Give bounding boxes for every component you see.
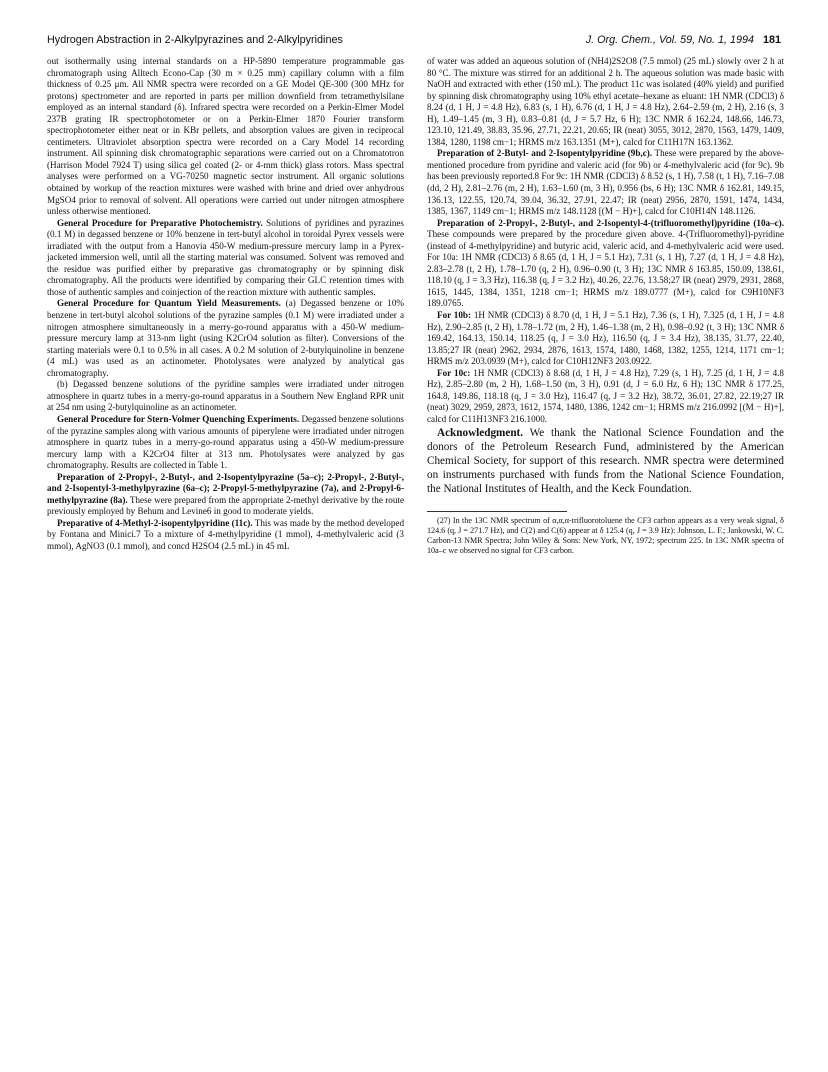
paragraph	[47, 298, 404, 379]
paragraph-text: These were prepared from the appropriate 2-methyl derivative by the route previously employed by Behum and Levine6 in good to moderate yields.	[47, 494, 404, 517]
section-heading: Preparation of 2-Propyl-, 2-Butyl-, and 2-Isopentyl-4-(trifluoromethyl)pyridine (10a–c).	[437, 217, 784, 228]
section-heading: General Procedure for Preparative Photochemistry.	[57, 217, 263, 228]
paragraph-text: (a) Degassed benzene or 10% benzene in tert-butyl alcohol solutions of the pyrazine samples (0.1 M) were irradiated under a nitrogen atmosphere simultaneously in a merry-go-round apparatus with a 450-W medium-pressure mercury lamp at 313-nm light (using K2CrO4 solution as filter). Conversions of the starting materials were 0.1 to 0.5% in all cases. A 0.2 M solution of 2-butylquinoline in benzene (4 mL) was used as an actinometer. Photolysates were analyzed by analytical gas chromatography.	[47, 298, 404, 378]
running-header	[47, 34, 781, 50]
acknowledgment-text: We thank the National Science Foundation and the donors of the Petroleum Research Fund, administered by the American Chemical Society, for support of this research. NMR spectra were determined on instruments purchased with funds from the National Science Foundation, the National Institutes of Health, and the Keck Foundation.	[427, 426, 784, 496]
section-heading: For 10c:	[437, 367, 471, 378]
paragraph	[427, 218, 784, 310]
paragraph-text: 1H NMR (CDCl3) δ 8.70 (d, 1 H, J = 5.1 Hz), 7.36 (s, 1 H), 7.325 (d, 1 H, J = 4.8 Hz), 2.90–2.85 (t, 2 H), 1.78–1.72 (m, 2 H), 1.46–1.38 (m, 2 H), 0.98–0.92 (t, 3 H); 13C NMR δ 169.42, 164.13, 150.14, 118.25 (q, J = 3.0 Hz), 116.50 (q, J = 3.4 Hz), 38.135, 31.77, 22.40, 13.85;27 IR (neat) 2962, 2934, 2876, 1613, 1574, 1480, 1468, 1382, 1255, 1214, 1171 cm−1; HRMS m/z 203.0939 (M+), calcd for C10H12NF3 203.0922.	[427, 310, 785, 367]
journal-citation	[586, 34, 781, 46]
paragraph	[47, 218, 404, 299]
paragraph-text: These were prepared by the above-mentioned procedure from pyridine and valeric acid (for 9b) or 4-methylvaleric acid (for 9c). 9b has been previously reported.8 For 9c: 1H NMR (CDCl3) δ 8.52 (s, 1 H), 7.58 (t, 1 H), 7.16–7.08 (dd, 2 H), 2.81–2.76 (m, 2 H), 1.63–1.60 (m, 3 H), 0.956 (bs, 6 H); 13C NMR δ 162.81, 149.15, 136.13, 122.55, 120.74, 39.04, 36.32, 27.91, 22.47; IR (neat) 2956, 2870, 1591, 1474, 1434, 1385, 1367, 1149 cm−1; HRMS m/z 148.1128 [(M − H)+], calcd for C10H14N 148.1126.	[427, 148, 784, 217]
paragraph-text: Solutions of pyridines and pyrazines (0.1 M) in degassed benzene or 10% benzene in tert-butyl alcohol in toroidal Pyrex vessels were irradiated with the output from a Hanovia 450-W medium-pressure mercury lamp in a Pyrex-jacketed immersion well, until all the starting material was consumed. Solvent was removed and the residue was purified either by preparative gas chromatography or by spinning disk chromatography. All the products were identified by comparing their GLC retention times with those of authentic samples and coinjection of the reaction mixture with authentic samples.	[47, 217, 404, 297]
paragraph: out isothermally using internal standards on a HP-5890 temperature programmable gas chromatograph using Alltech Econo-Cap (30 m × 0.25 mm) capillary column with a film thickness of 0.25 μm. All NMR spectra were recorded on a GE Model QE-300 (300 MHz for protons) spectrometer and are reported in parts per million downfield from tetramethylsilane employed as an internal standard (δ). Infrared spectra were recorded on a Perkin-Elmer Model 237B grating IR spectrophotometer or on a Perkin-Elmer 1870 Fourier transform spectrophotometer either neat or in KBr pellets, and absorption values are given in reciprocal centimeters. Ultraviolet absorption spectra were recorded on a Cary Model 14 recording instrument. All spinning disk chromatographic separations were carried out on a Chromatotron (Harrison Model 7924 T) using silica gel coated (2- or 4-mm thick) glass rotors. Mass spectral analyses were performed on a VG-70250 magnetic sector instrument. All organic solutions obtained by workup of the reaction mixtures were washed with brine and dried over anhydrous MgSO4 prior to removal of solvent. All operations were carried out under nitrogen atmosphere unless otherwise mentioned.	[47, 56, 404, 217]
acknowledgment-heading: Acknowledgment.	[437, 426, 524, 439]
paragraph-text: Degassed benzene solutions of the pyrazine samples along with various amounts of piperylene were irradiated under nitrogen atmosphere in quartz tubes in a merry-go-round apparatus using a 450-W medium-pressure mercury lamp with a K2CrO4 filter at 313 nm. Photolysates were analyzed by gas chromatography. Results are collected in Table 1.	[47, 413, 404, 471]
paragraph	[427, 368, 784, 426]
footnote-divider	[427, 511, 567, 512]
paragraph	[47, 518, 404, 553]
paragraph	[47, 472, 404, 518]
page-number: 181	[762, 34, 781, 46]
section-heading: Preparation of 2-Butyl- and 2-Isopentylpyridine (9b,c).	[437, 148, 653, 159]
paragraph	[427, 310, 784, 368]
running-title: Hydrogen Abstraction in 2-Alkylpyrazines and 2-Alkylpyridines	[47, 34, 343, 46]
section-heading: General Procedure for Stern-Volmer Quenching Experiments.	[57, 413, 300, 424]
section-heading: General Procedure for Quantum Yield Measurements.	[57, 298, 281, 309]
acknowledgment	[427, 426, 784, 497]
footnote: (27) In the 13C NMR spectrum of α,α,α-trifluorotoluene the CF3 carbon appears as a very weak signal, δ 124.6 (q, J = 271.7 Hz), and C(2) and C(6) appear at δ 125.4 (q, J = 3.9 Hz): Johnson, L. F.; Jankowski, W. C. Carbon-13 NMR Spectra; John Wiley & Sons: New York, NY, 1972; spectrum 225. In 13C NMR spectra of 10a–c we observed no signal for CF3 carbon.	[427, 515, 784, 555]
paragraph-text: These compounds were prepared by the procedure given above. 4-(Trifluoromethyl)-pyridine (instead of 4-methylpyridine) and butyric acid, valeric acid, and 4-methylvaleric acid were used. For 10a: 1H NMR (CDCl3) δ 8.65 (d, 1 H, J = 5.1 Hz), 7.31 (s, 1 H), 7.27 (d, 1 H, J = 4.8 Hz), 2.83–2.78 (t, 2 H), 1.78–1.70 (q, 2 H), 0.96–0.90 (t, 3 H); 13C NMR δ 163.85, 150.09, 138.61, 118.10 (q, J = 3.3 Hz), 116.38 (q, J = 3.2 Hz), 40.26, 22.76, 13.58;27 IR (neat) 2979, 2931, 2868, 1615, 1445, 1384, 1351, 1218 cm−1; HRMS m/z 189.0777 (M+), calcd for C9H10NF3 189.0765.	[427, 229, 784, 309]
section-heading: For 10b:	[437, 310, 472, 321]
section-heading: Preparative of 4-Methyl-2-isopentylpyridine (11c).	[57, 517, 253, 528]
paragraph-text: 1H NMR (CDCl3) δ 8.68 (d, 1 H, J = 4.8 Hz), 7.29 (s, 1 H), 7.25 (d, 1 H, J = 4.8 Hz), 2.85–2.80 (m, 2 H), 1.68–1.50 (m, 3 H), 0.91 (d, J = 6.0 Hz, 6 H); 13C NMR δ 177.25, 164.8, 149.86, 118.18 (q, J = 3.0 Hz), 116.47 (q, J = 3.2 Hz), 38.72, 36.01, 27.82, 22.19;27 IR (neat) 3029, 2959, 2873, 1612, 1574, 1480, 1386, 1242 cm−1; HRMS m/z 216.0992 [(M − H)+], calcd for C11H13NF3 216.1000.	[427, 367, 784, 424]
paragraph: (b) Degassed benzene solutions of the pyridine samples were irradiated under nitrogen atmosphere in quartz tubes in a merry-go-round apparatus in a Southern New England RPR unit at 254 nm using 2-butylquinoline as an actinometer.	[47, 379, 404, 413]
paragraph: of water was added an aqueous solution of (NH4)2S2O8 (7.5 mmol) (25 mL) slowly over 2 h at 80 °C. The mixture was stirred for an additional 2 h. The aqueous solution was made basic with NaOH and extracted with ether (150 mL). The product 11c was isolated (40% yield) and purified by spinning disk chromatography using 10% ethyl acetate–hexane as eluant: 1H NMR (CDCl3) δ 8.24 (d, 1 H, J = 4.8 Hz), 6.83 (s, 1 H), 6.76 (d, 1 H, J = 4.8 Hz), 2.64–2.59 (m, 2 H), 2.16 (s, 3 H), 1.49–1.45 (m, 3 H), 0.83–0.81 (d, J = 5.7 Hz, 6 H); 13C NMR δ 162.24, 148.66, 146.73, 123.10, 121.49, 38.83, 35.96, 27.71, 22.21, 20.65; IR (neat) 3055, 3012, 2870, 1563, 1479, 1409, 1384, 1280, 1198 cm−1; HRMS m/z 163.1351 (M+), calcd for C11H17N 163.1362.	[427, 56, 784, 147]
paragraph	[427, 148, 784, 217]
journal-name: J. Org. Chem., Vol. 59, No. 1, 1994	[585, 34, 754, 46]
right-column	[427, 56, 784, 556]
paragraph-text: This was made by the method developed by Fontana and Minici.7 To a mixture of 4-methylpyridine (1 mmol), 4-methylvaleric acid (3 mmol), AgNO3 (0.1 mmol), and concd H2SO4 (2.5 mL) in 45 mL	[47, 517, 405, 551]
section-heading: Preparation of 2-Propyl-, 2-Butyl-, and 2-Isopentylpyrazine (5a–c); 2-Propyl-, 2-Butyl-, and 2-Isopentyl-3-methylpyrazine (6a–c); 2-Propyl-5-methylpyrazine (7a), and 2-Propyl-6-methylpyrazine (8a).	[47, 471, 404, 505]
paragraph	[47, 414, 404, 472]
left-column	[47, 56, 404, 553]
